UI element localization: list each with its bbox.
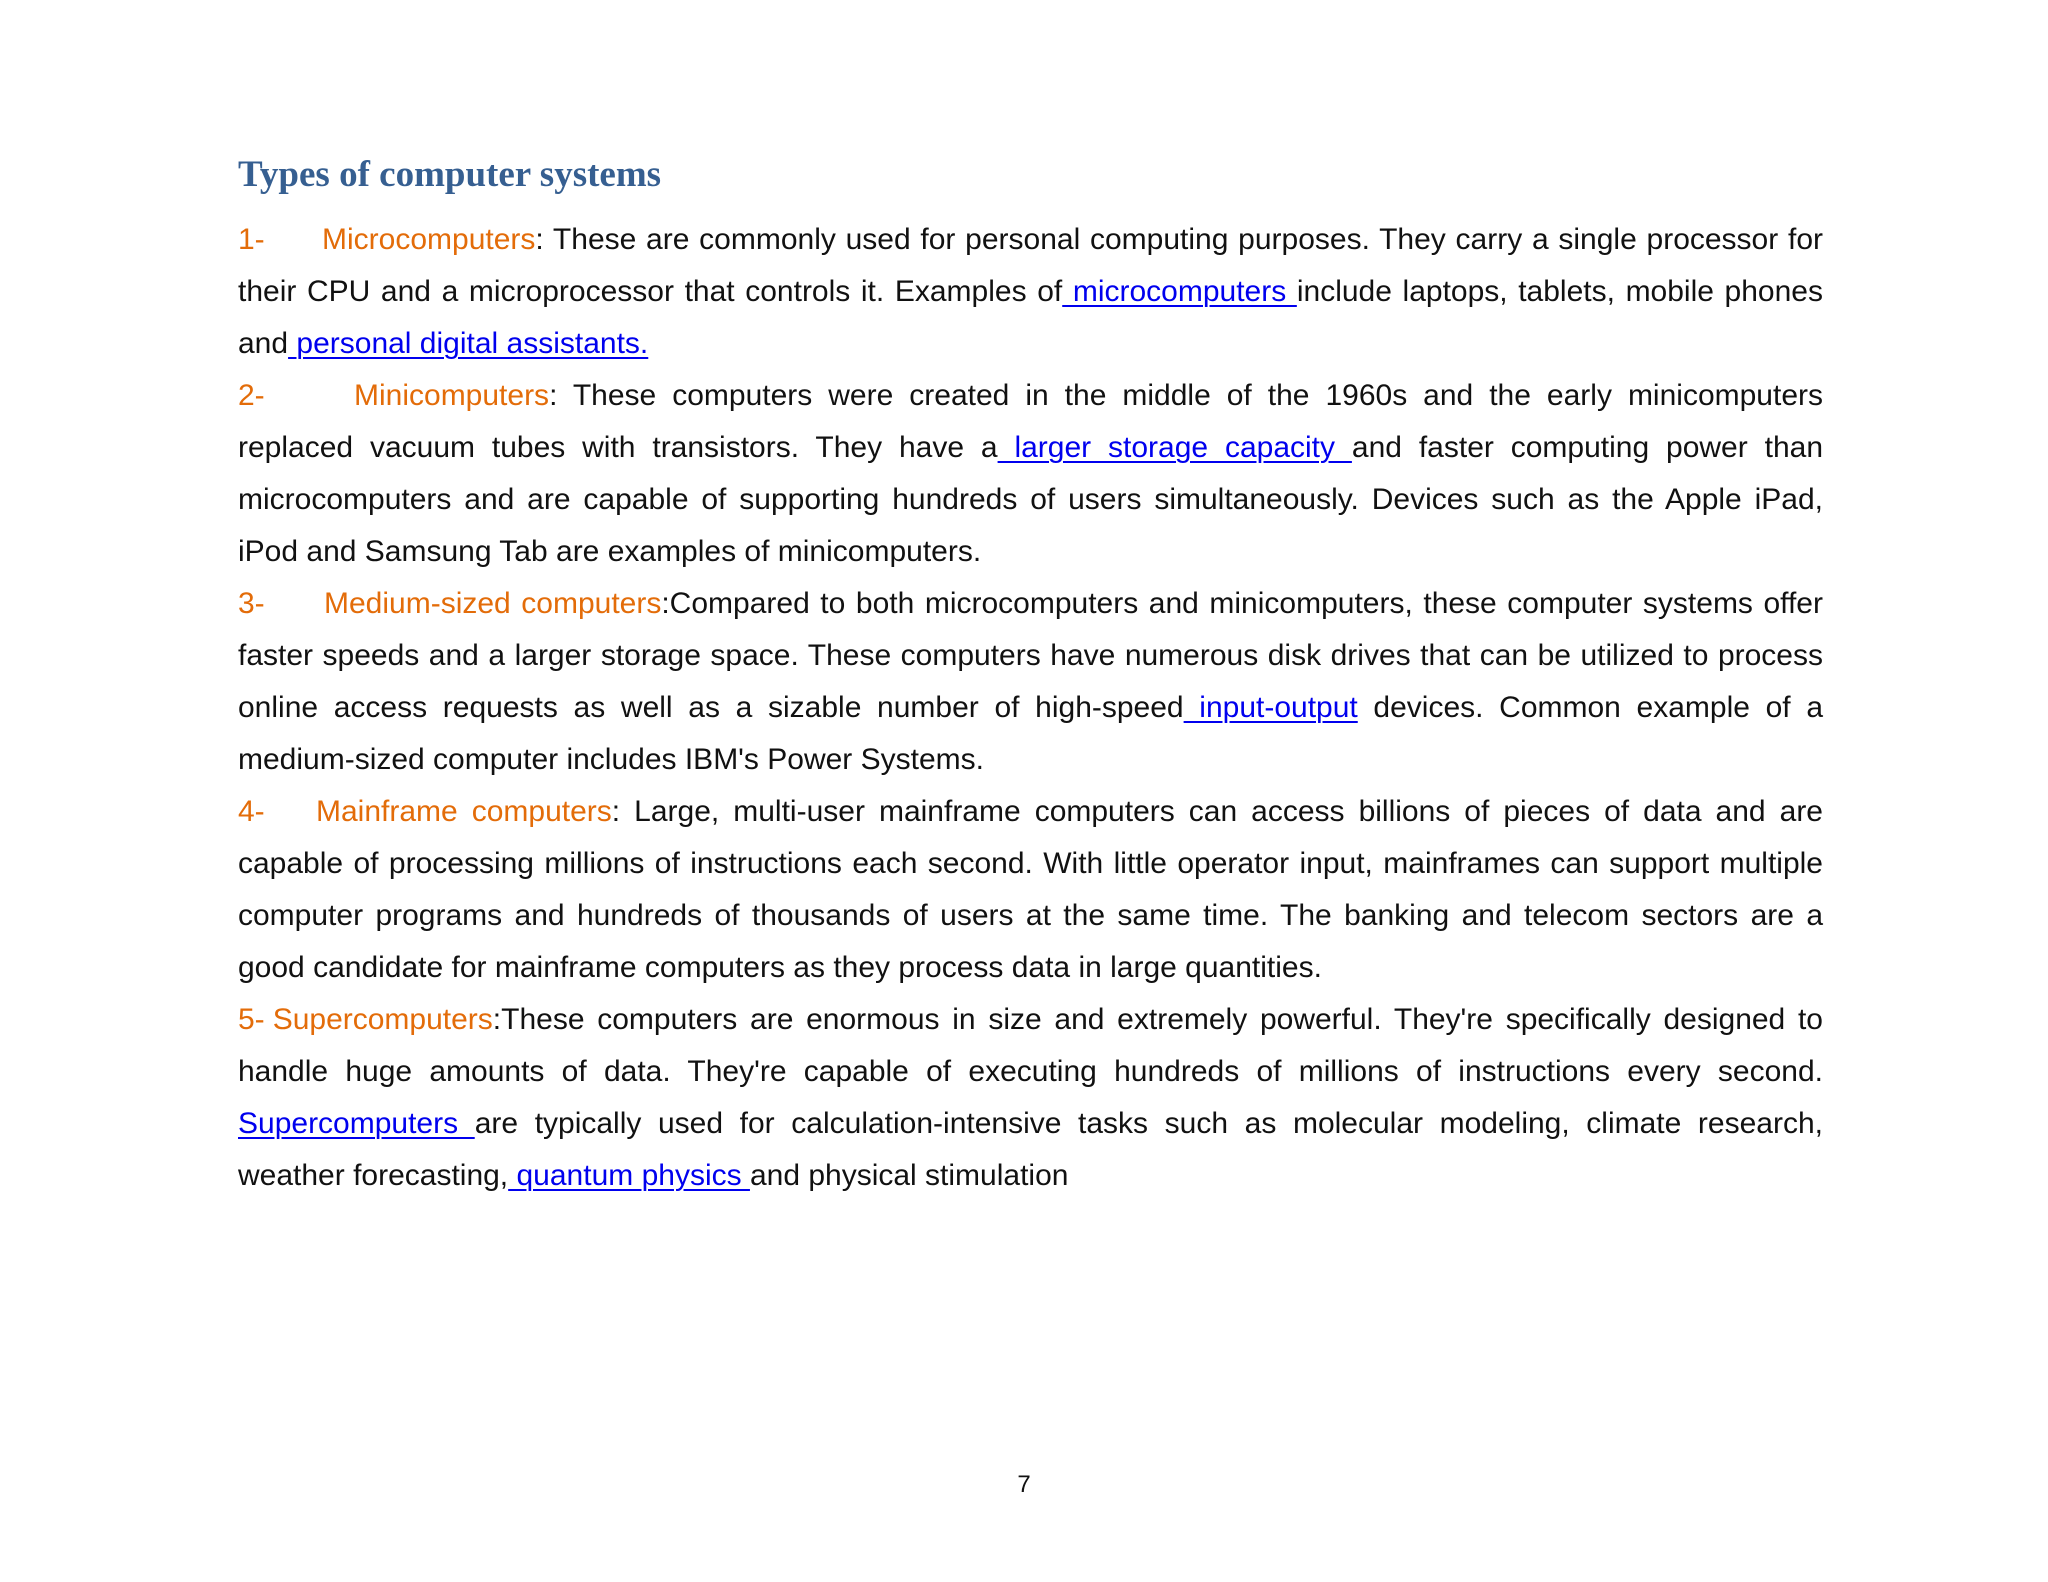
section-number: 1- [238,223,265,256]
section-mainframe-computers [238,786,1823,994]
link-input-output[interactable]: input-output [1183,691,1358,724]
section-term: Supercomputers [272,1003,493,1036]
section-term: Minicomputers [354,379,550,412]
section-term: Medium-sized computers [324,587,662,620]
section-text: are typically used for calculation-intensive tasks such as molecular modeling, climate research, weather forecasting, [238,1107,1823,1192]
section-medium-sized-computers [238,578,1823,786]
section-number: 3- [238,587,265,620]
section-text: include laptops, tablets, mobile phones and [238,275,1823,360]
link-supercomputers[interactable]: Supercomputers [238,1107,475,1140]
section-text: : Large, multi-user mainframe computers can access billions of pieces of data and are capable of processing millions of instructions each second. With little operator input, mainframes can support multiple computer programs and hundreds of thousands of users at the same time. The banking and telecom sectors are a good candidate for mainframe computers as they process data in large quantities. [238,795,1823,984]
section-minicomputers [238,370,1823,578]
link-larger-storage-capacity[interactable]: larger storage capacity [997,431,1352,464]
section-text: : These are commonly used for personal computing purposes. They carry a single processor for their CPU and a microprocessor that controls it. Examples of [238,223,1823,308]
link-microcomputers[interactable]: microcomputers [1062,275,1297,308]
section-text: : These computers were created in the middle of the 1960s and the early minicomputers replaced vacuum tubes with transistors. They have a [238,379,1823,464]
link-quantum-physics[interactable]: quantum physics [508,1159,750,1192]
section-term: Microcomputers [322,223,536,256]
page-content [238,150,1823,1202]
section-supercomputers [238,994,1823,1202]
section-number: 2- [238,379,265,412]
section-microcomputers [238,214,1823,370]
section-term: Mainframe computers [316,795,612,828]
section-text: and physical stimulation [749,1159,1069,1192]
section-number: 4- [238,795,265,828]
section-text: :These computers are enormous in size and extremely powerful. They're specifically designed to handle huge amounts of data. They're capable of executing hundreds of millions of instructions every second. [238,1003,1823,1088]
section-text: devices. Common example of a medium-sized computer includes IBM's Power Systems. [238,691,1823,776]
section-number: 5- [238,1003,265,1036]
section-text: :Compared to both microcomputers and minicomputers, these computer systems offer faster speeds and a larger storage space. These computers have numerous disk drives that can be utilized to process online access requests as well as a sizable number of high-speed [238,587,1823,724]
section-text: and faster computing power than microcomputers and are capable of supporting hundreds of users simultaneously. Devices such as the Apple iPad, iPod and Samsung Tab are examples of minicomputers. [238,431,1823,568]
page-number: 7 [1017,1471,1031,1498]
page-title: Types of computer systems [238,154,662,195]
link-personal-digital-assistants[interactable]: personal digital assistants. [288,327,649,360]
